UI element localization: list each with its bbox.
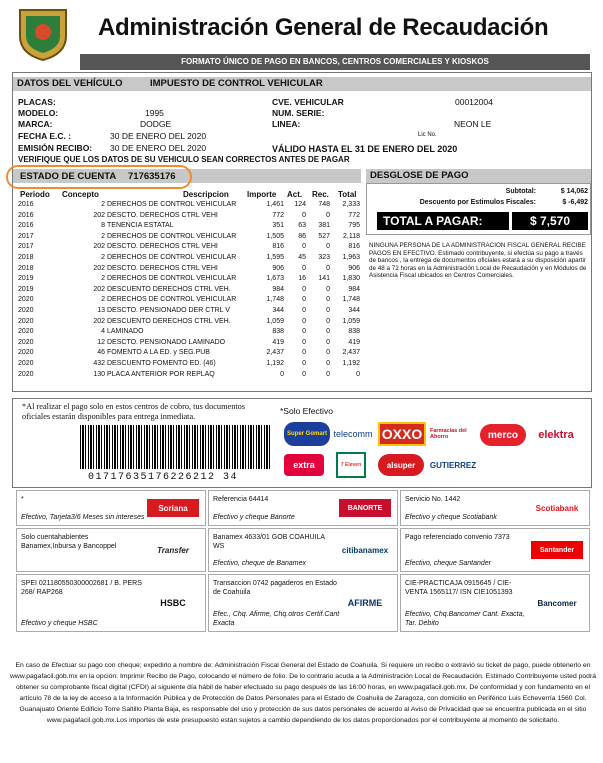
table-cell: 1,192 xyxy=(266,360,284,367)
brand-alsuper: alsuper xyxy=(378,454,424,476)
bank-cell xyxy=(400,490,590,526)
table-cell: 2,118 xyxy=(343,232,360,240)
col-act: Act. xyxy=(287,190,303,199)
bank-cell xyxy=(16,490,206,526)
table-cell: DESCTO. DERECHOS CTRL VEHI xyxy=(107,243,218,251)
bank-payment-methods: Efectivo, cheque de Banamex xyxy=(213,560,307,567)
bank-cell xyxy=(400,574,590,632)
table-cell: 0 xyxy=(326,338,330,346)
lic-label: Lic No. xyxy=(418,132,437,138)
table-cell: 772 xyxy=(348,211,360,219)
table-cell: 12 xyxy=(97,338,105,346)
bank-logo-bancomer: Bancomer xyxy=(537,598,577,608)
table-cell: 1,595 xyxy=(266,254,284,261)
table-cell: 1,461 xyxy=(266,201,284,208)
brand-oxxo: OXXO xyxy=(378,422,426,446)
table-cell: 0 xyxy=(302,307,306,314)
bank-cell xyxy=(208,490,398,526)
modelo-label: MODELO: xyxy=(18,108,59,118)
table-cell: 4 xyxy=(101,328,105,336)
table-cell: 202 xyxy=(93,264,105,272)
bank-logo-santander: Santander xyxy=(531,541,583,559)
table-cell: 2,437 xyxy=(342,349,360,357)
table-cell: 0 xyxy=(326,349,330,357)
table-cell: 0 xyxy=(302,338,306,346)
table-cell: 0 xyxy=(302,349,306,357)
table-cell: 1,963 xyxy=(342,254,360,261)
table-cell: 2020 xyxy=(18,317,34,325)
table-cell: 2 xyxy=(101,296,105,304)
table-cell: DESCTO. DERECHOS CTRL VEHI xyxy=(107,264,218,272)
table-cell: 2019 xyxy=(18,285,34,293)
table-cell: 432 xyxy=(93,360,105,367)
table-cell: 202 xyxy=(93,285,105,293)
table-cell: 202 xyxy=(93,317,105,325)
table-cell: 2,333 xyxy=(342,201,360,208)
col-periodo: Periodo xyxy=(20,190,50,199)
bank-cell xyxy=(208,528,398,572)
table-cell: 8 xyxy=(101,222,105,230)
table-cell: 748 xyxy=(318,201,330,208)
bank-logo-soriana: Soriana xyxy=(147,499,199,517)
desglose-header xyxy=(366,169,591,183)
vehicle-section-header xyxy=(13,77,591,91)
table-cell: 86 xyxy=(298,232,306,240)
table-cell: 0 xyxy=(302,285,306,293)
table-cell: 772 xyxy=(272,211,284,219)
bank-payment-methods: Efectivo y cheque HSBC xyxy=(21,620,98,627)
table-cell: 344 xyxy=(272,307,284,314)
table-cell: 2,437 xyxy=(266,349,284,357)
table-cell: 1,059 xyxy=(266,317,284,325)
table-cell: 351 xyxy=(272,222,284,230)
col-concepto: Concepto xyxy=(62,190,99,199)
table-cell: 0 xyxy=(302,211,306,219)
table-cell: 2017 xyxy=(18,243,34,251)
table-cell: 0 xyxy=(302,317,306,325)
table-cell: 816 xyxy=(348,243,360,251)
estado-label: ESTADO DE CUENTA xyxy=(20,171,117,182)
table-cell: 2016 xyxy=(18,222,34,230)
table-cell: 0 xyxy=(326,264,330,272)
table-cell: 202 xyxy=(93,211,105,219)
table-cell: 0 xyxy=(302,296,306,304)
modelo-value: 1995 xyxy=(145,108,164,118)
table-cell: 0 xyxy=(326,296,330,304)
payment-notice: *Al realizar el pago solo en estos centros de cobro, tus documentos oficiales estarán disponibles para entrega inmediata. xyxy=(22,402,246,421)
table-row xyxy=(0,232,364,241)
coahuila-seal-logo xyxy=(14,6,72,62)
table-cell: DESCTO. PENSIONADO LAMINADO xyxy=(107,338,226,346)
table-cell: DERECHOS DE CONTROL VEHICULAR xyxy=(107,254,237,261)
bank-cell xyxy=(400,528,590,572)
table-cell: 0 xyxy=(326,317,330,325)
table-cell: DERECHOS DE CONTROL VEHICULAR xyxy=(107,296,237,304)
table-row xyxy=(0,348,364,357)
bank-logo-hsbc: HSBC xyxy=(160,597,186,608)
table-cell: TENENCIA ESTATAL xyxy=(107,222,174,230)
table-cell: DESCUENTO DERECHOS CTRL VEH. xyxy=(107,317,231,325)
descuento-value: $ -6,492 xyxy=(562,199,588,206)
table-cell: 2018 xyxy=(18,264,34,272)
bank-logo-citibanamex: citibanamex xyxy=(341,545,389,555)
fecha-label: FECHA E.C. : xyxy=(18,131,72,141)
bank-payment-methods: Efectivo y cheque Banorte xyxy=(213,514,295,521)
col-descripcion: Descripcion xyxy=(183,190,229,199)
table-cell: 0 xyxy=(356,370,360,378)
emision-label: EMISIÓN RECIBO: xyxy=(18,143,93,153)
bank-payment-methods: Efectivo, Chq.Bancomer Cant. Exacta, Tar. Debito xyxy=(405,611,525,627)
table-row xyxy=(0,211,364,220)
barcode xyxy=(80,425,270,469)
bank-logo-afirme: AFIRME xyxy=(347,597,383,608)
table-cell: DESCUENTO FOMENTO ED. (46) xyxy=(107,360,216,367)
table-row xyxy=(0,359,364,368)
linea-label: LINEA: xyxy=(272,119,301,129)
table-cell: DERECHOS DE CONTROL VEHICULAR xyxy=(107,232,237,240)
table-cell: 124 xyxy=(294,201,306,208)
table-cell: FOMENTO A LA ED. y SEG.PUB xyxy=(107,349,210,357)
table-cell: 419 xyxy=(348,338,360,346)
table-cell: 1,192 xyxy=(342,360,360,367)
table-cell: 344 xyxy=(348,307,360,314)
valido-hasta: VÁLIDO HASTA EL 31 DE ENERO DEL 2020 xyxy=(272,144,458,154)
table-cell: 2020 xyxy=(18,307,34,314)
table-cell: 381 xyxy=(318,222,330,230)
brand-merco: merco xyxy=(480,424,526,446)
bank-cell xyxy=(16,574,206,632)
table-cell: 984 xyxy=(272,285,284,293)
table-row xyxy=(0,295,364,304)
table-row xyxy=(0,253,364,262)
table-cell: 0 xyxy=(302,243,306,251)
table-cell: 2018 xyxy=(18,254,34,261)
table-cell: 2017 xyxy=(18,232,34,240)
bank-reference-text: Pago referenciado convenio 7373 xyxy=(405,534,510,541)
bank-logo-banorte: BANORTE xyxy=(339,499,391,517)
brand-supergomart: Super Gomart xyxy=(284,422,330,446)
table-cell: 419 xyxy=(272,338,284,346)
table-row xyxy=(0,221,364,230)
table-cell: DESCUENTO DERECHOS CTRL VEH. xyxy=(107,285,231,293)
table-cell: 0 xyxy=(326,243,330,251)
table-cell: 1,830 xyxy=(342,275,360,283)
table-cell: DERECHOS DE CONTROL VEHICULAR xyxy=(107,275,237,283)
marca-value: DODGE xyxy=(140,119,172,129)
table-row xyxy=(0,242,364,251)
table-cell: 0 xyxy=(326,211,330,219)
table-cell: 2 xyxy=(101,232,105,240)
emision-value: 30 DE ENERO DEL 2020 xyxy=(110,143,207,153)
table-cell: 46 xyxy=(97,349,105,357)
table-cell: 130 xyxy=(93,370,105,378)
table-row xyxy=(0,285,364,294)
tax-title: IMPUESTO DE CONTROL VEHICULAR xyxy=(150,78,323,89)
placas-label: PLACAS: xyxy=(18,97,56,107)
bank-reference-text: Transaccion 0742 pagaderos en Estado de Coahuila xyxy=(213,580,337,596)
table-cell: 2020 xyxy=(18,338,34,346)
table-cell: DESCTO. PENSIONADO DER CTRL V xyxy=(107,307,230,314)
table-row xyxy=(0,327,364,336)
table-row xyxy=(0,264,364,273)
table-cell: 13 xyxy=(97,307,105,314)
descuento-label: Descuento por Estimulos Fiscales: xyxy=(419,199,536,206)
table-cell: 0 xyxy=(302,360,306,367)
table-cell: 1,673 xyxy=(266,275,284,283)
table-cell: DERECHOS DE CONTROL VEHICULAR xyxy=(107,201,237,208)
fecha-value: 30 DE ENERO DEL 2020 xyxy=(110,131,207,141)
table-cell: 2 xyxy=(101,201,105,208)
table-cell: 1,059 xyxy=(342,317,360,325)
bank-payment-methods: Efectivo, cheque Santander xyxy=(405,560,492,567)
table-cell: 141 xyxy=(318,275,330,283)
table-cell: 2020 xyxy=(18,296,34,304)
table-cell: 2016 xyxy=(18,201,34,208)
subtotal-value: $ 14,062 xyxy=(560,188,588,195)
barcode-number: 01717635176226212 34 xyxy=(88,472,239,483)
brand-7eleven: 7 Eleven xyxy=(336,452,366,478)
bank-payment-methods: Efec., Chq. Afirme, Chq.otros Certif.Cant Exacta xyxy=(213,611,340,627)
bank-payment-methods: Efectivo, Tarjeta3/6 Meses sin intereses xyxy=(21,514,145,521)
table-cell: 906 xyxy=(272,264,284,272)
cve-label: CVE. VEHICULAR xyxy=(272,97,344,107)
table-cell: 202 xyxy=(93,243,105,251)
table-cell: 1,748 xyxy=(342,296,360,304)
table-cell: 323 xyxy=(318,254,330,261)
table-cell: 0 xyxy=(326,307,330,314)
brand-farmacias-ahorro: Farmacias del Ahorro xyxy=(430,428,467,440)
estado-number: 717635176 xyxy=(128,171,176,182)
table-row xyxy=(0,317,364,326)
header-subtitle-bar: FORMATO ÚNICO DE PAGO EN BANCOS, CENTROS COMERCIALES Y KIOSKOS xyxy=(80,54,590,70)
table-cell: PLACA ANTERIOR POR REPLAQ xyxy=(107,370,215,378)
bank-reference-text: * xyxy=(21,496,24,503)
col-rec: Rec. xyxy=(312,190,329,199)
bank-reference-text: Solo cuentahabientes Banamex,Inbursa y Bancoppel xyxy=(21,534,117,550)
marca-label: MARCA: xyxy=(18,119,53,129)
table-cell: 0 xyxy=(326,285,330,293)
table-cell: 2 xyxy=(101,254,105,261)
table-cell: 2019 xyxy=(18,275,34,283)
table-row xyxy=(0,370,364,379)
table-row xyxy=(0,274,364,283)
table-cell: 2020 xyxy=(18,328,34,336)
total-label: TOTAL A PAGAR: xyxy=(377,212,509,230)
bank-cell xyxy=(208,574,398,632)
table-row xyxy=(0,306,364,315)
bank-logo-transfer: Transfer xyxy=(157,545,189,555)
table-cell: 1,748 xyxy=(266,296,284,304)
col-importe: Importe xyxy=(247,190,277,199)
bank-reference-text: Servicio No. 1442 xyxy=(405,496,461,503)
bank-reference-text: Banamex 4633/01 GOB COAHUILA WS xyxy=(213,534,325,550)
table-cell: 2020 xyxy=(18,349,34,357)
brand-extra: extra xyxy=(284,454,324,476)
bank-reference-text: SPEI 021180550300002681 / B. PERS 268/ RAP268 xyxy=(21,580,142,596)
bank-reference-text: CIE-PRACTICAJA 0915645 / CIE-VENTA 1565117/ ISN CIE1051393 xyxy=(405,580,513,596)
footer-legal-text: En caso de Efectuar su pago con cheque; expedirlo a nombre de: Administración Fiscal General del Estado de Coahuila. Si requiere un recibo o extravió su ticket de pago, puede obtenerlo en www.pagafacil.gob.mx en la opción: Imprimir Recibo de Pago, colocando el número de folio. De lo contrario acuda a la Administración Local de Recaudación. Estimado Contribuyente usted podrá obtener su comprobante fiscal digital (CFDI) al siguiente día hábil de haber efectuado su pago después de las 16:00 horas, en www.pagafacil.gob.mx. De conformidad y con fundamento en el artículo 78 de la ley de acceso a la Información Pública y de Protección de Datos Personales para el Estado de Coahuila de Zaragoza, con domicilio en Periférico Luis Echeverría 1560 Col. Guanajuato Oriente Edificio Torre Saltillo Planta Baja, es responsable del uso y protección de sus datos personales de acuerdo al Aviso de Privacidad que se encuentra publicada en el sitio www.pagafacil.gob.mx.Los importes de este presupuesto están sujetos a cambio dependiendo de los datos proporcionados por el contribuyente al momento de solicitarlo. xyxy=(10,662,596,724)
table-cell: 838 xyxy=(272,328,284,336)
table-cell: LAMINADO xyxy=(107,328,144,336)
table-cell: 984 xyxy=(348,285,360,293)
table-cell: 838 xyxy=(348,328,360,336)
page-title: Administración General de Recaudación xyxy=(98,14,549,41)
desglose-notice: NINGUNA PERSONA DE LA ADMINISTRACION FISCAL GENERAL RECIBE PAGOS EN EFECTIVO. Estimado contribuyente, si efectúa su pago a través de bancos , la entrega de documentos oficiales estará a su disposición apartir de 48 a 72 horas en la Administración Local de Recaudación y en Módulos de Asistencia Fiscal ubicados en Centros Comerciales. xyxy=(369,242,587,279)
table-cell: 0 xyxy=(326,328,330,336)
table-cell: 0 xyxy=(280,370,284,378)
table-cell: 2 xyxy=(101,275,105,283)
table-cell: 906 xyxy=(348,264,360,272)
table-row xyxy=(0,200,364,209)
table-cell: 2020 xyxy=(18,370,34,378)
col-total: Total xyxy=(338,190,357,199)
solo-efectivo-label: *Solo Efectivo xyxy=(280,406,333,416)
bank-reference-text: Referencia 64414 xyxy=(213,496,269,503)
table-cell: 527 xyxy=(318,232,330,240)
table-cell: 2020 xyxy=(18,360,34,367)
subtotal-label: Subtotal: xyxy=(505,188,536,195)
table-cell: 0 xyxy=(302,370,306,378)
brand-gutierrez: GUTIERREZ xyxy=(429,460,477,470)
table-cell: 0 xyxy=(326,360,330,367)
table-row xyxy=(0,338,364,347)
table-cell: 795 xyxy=(348,222,360,230)
bank-cell xyxy=(16,528,206,572)
table-cell: 16 xyxy=(298,275,306,283)
desglose-title: DESGLOSE DE PAGO xyxy=(370,170,469,181)
serie-label: NUM. SERIE: xyxy=(272,108,325,118)
brand-elektra: elektra xyxy=(538,429,574,441)
table-cell: 63 xyxy=(298,222,306,230)
table-cell: DESCTO. DERECHOS CTRL VEHI xyxy=(107,211,218,219)
verify-notice: VERIFIQUE QUE LOS DATOS DE SU VEHICULO SEAN CORRECTOS ANTES DE PAGAR xyxy=(18,155,350,164)
vehicle-section-title: DATOS DEL VEHÍCULO xyxy=(17,78,123,89)
table-cell: 0 xyxy=(302,264,306,272)
cve-value: 00012004 xyxy=(455,97,493,107)
bank-logo-scotiabank: Scotiabank xyxy=(535,503,579,513)
total-value: $ 7,570 xyxy=(512,212,588,230)
table-cell: 1,505 xyxy=(266,232,284,240)
brand-telecomm: telecomm xyxy=(333,429,373,439)
table-cell: 816 xyxy=(272,243,284,251)
table-cell: 45 xyxy=(298,254,306,261)
table-cell: 0 xyxy=(302,328,306,336)
table-cell: 0 xyxy=(326,370,330,378)
linea-value: NEON LE xyxy=(454,119,492,129)
table-cell: 2016 xyxy=(18,211,34,219)
bank-payment-methods: Efectivo y cheque Scotiabank xyxy=(405,514,497,521)
